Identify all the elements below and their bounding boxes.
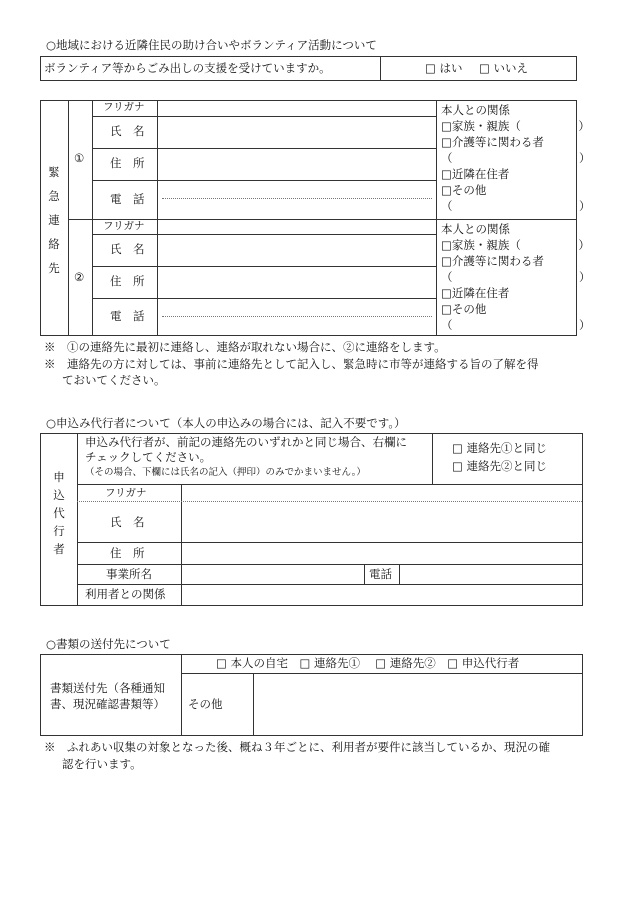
documents-destination-options[interactable]: □ 本人の自宅 □ 連絡先① □ 連絡先② □ 申込代行者 (216, 656, 520, 670)
agent-same-as-contact-1-checkbox[interactable]: □ 連絡先①と同じ (452, 441, 548, 455)
agent-address-label: 住 所 (110, 546, 145, 560)
contact-1-phone-input[interactable] (158, 181, 436, 219)
contact-2-address-label: 住 所 (110, 274, 145, 288)
agent-name-input[interactable] (182, 502, 582, 542)
contact-1-furigana-input[interactable] (158, 101, 436, 116)
agent-office-label: 事業所名 (106, 567, 152, 581)
contact-1-furigana-label: フリガナ (103, 101, 145, 113)
agent-address-input[interactable] (182, 543, 582, 564)
emergency-note-1: ※ ①の連絡先に最初に連絡し、連絡が取れない場合に、②に連絡をします。 (44, 340, 446, 354)
contact-1-address-label: 住 所 (110, 156, 145, 170)
emergency-note-2: ※ 連絡先の方に対しては、事前に連絡先として記入し、緊急時に市等が連絡する旨の了解を得 (44, 357, 539, 371)
contact-2-name-input[interactable] (158, 235, 436, 266)
contact-2-phone-label: 電 話 (110, 309, 145, 323)
agent-phone-input[interactable] (400, 565, 582, 584)
agent-instruction-3: （その場合、下欄には氏名の記入（押印）のみでかまいません。） (85, 467, 366, 478)
contact-2-furigana-label: フリガナ (103, 220, 145, 232)
contact-1-name-input[interactable] (158, 117, 436, 148)
contact-2-phone-input[interactable] (158, 299, 436, 335)
volunteer-heading: ○地域における近隣住民の助け合いやボランティア活動について (46, 38, 377, 52)
volunteer-yes-checkbox[interactable]: □ はい (425, 61, 463, 75)
contact-1-number: ① (74, 151, 85, 165)
agent-heading: ○申込み代行者について（本人の申込みの場合には、記入不要です。） (46, 416, 406, 430)
contact-1-relation[interactable]: 本人との関係 □家族・親族（ ） □介護等に関わる者 （ ） □近隣在住者 □その他 （ ） (441, 103, 591, 213)
documents-other-input[interactable] (254, 674, 582, 735)
agent-furigana-label: フリガナ (105, 487, 147, 499)
documents-note: ※ ふれあい収集の対象となった後、概ね３年ごとに、利用者が要件に該当しているか、現況の確 (44, 740, 550, 754)
documents-heading: ○書類の送付先について (46, 637, 171, 651)
contact-2-furigana-input[interactable] (158, 220, 436, 234)
contact-1-name-label: 氏 名 (110, 124, 145, 138)
agent-relation-label: 利用者との関係 (85, 587, 166, 601)
documents-note-cont: 認を行います。 (62, 757, 142, 771)
documents-label-line-2: 書、現況確認書類等） (50, 697, 165, 711)
agent-phone-label: 電話 (369, 567, 392, 581)
contact-2-relation[interactable]: 本人との関係 □家族・親族（ ） □介護等に関わる者 （ ） □近隣在住者 □その他 （ ） (441, 222, 591, 332)
documents-other-label: その他 (188, 697, 223, 711)
contact-1-address-input[interactable] (158, 149, 436, 180)
agent-office-input[interactable] (182, 565, 364, 584)
agent-same-as-contact-2-checkbox[interactable]: □ 連絡先②と同じ (452, 459, 548, 473)
agent-relation-input[interactable] (182, 585, 582, 605)
agent-name-label: 氏 名 (110, 515, 145, 529)
contact-2-address-input[interactable] (158, 267, 436, 298)
documents-label-line-1: 書類送付先（各種通知 (50, 681, 165, 695)
volunteer-no-checkbox[interactable]: □ いいえ (479, 61, 529, 75)
contact-1-phone-label: 電 話 (110, 192, 145, 206)
contact-2-number: ② (74, 270, 85, 284)
agent-instruction-1: 申込み代行者が、前記の連絡先のいずれかと同じ場合、右欄に (85, 435, 407, 449)
volunteer-question: ボランティア等からごみ出しの支援を受けていますか。 (44, 61, 331, 75)
agent-furigana-input[interactable] (182, 485, 582, 501)
emergency-note-2-cont: ておいてください。 (62, 373, 166, 387)
contact-2-name-label: 氏 名 (110, 242, 145, 256)
agent-side-label: 申 込 代 行 者 (53, 470, 65, 556)
agent-instruction-2: チェックしてください。 (85, 450, 212, 464)
emergency-side-label: 緊 急 連 絡 先 (48, 165, 60, 275)
